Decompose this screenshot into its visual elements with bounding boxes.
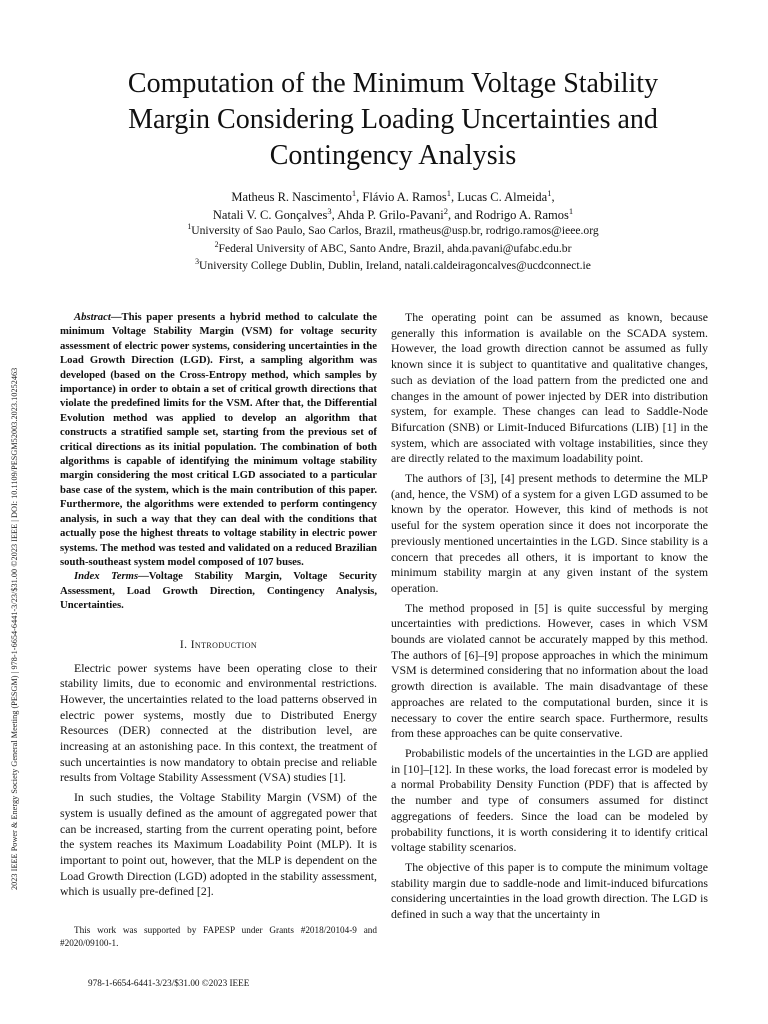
affiliation-text: University of Sao Paulo, Sao Carlos, Brazil, rmatheus@usp.br, rodrigo.ramos@ieee.org — [191, 224, 599, 237]
paper-title — [70, 66, 716, 174]
author-affiliation-mark: 1 — [568, 205, 574, 216]
abstract — [60, 310, 377, 569]
author-separator: , and — [448, 208, 476, 222]
affiliation-mark: 2 — [214, 239, 219, 249]
author-name: Rodrigo A. Ramos — [475, 208, 569, 222]
author-affiliation-mark: 3 — [327, 205, 332, 216]
affiliation-text: Federal University of ABC, Santo Andre, Brazil, ahda.pavani@ufabc.edu.br — [218, 241, 572, 255]
author-name: Flávio A. Ramos — [362, 190, 447, 204]
author-separator: , — [551, 190, 555, 204]
body-paragraph: The operating point can be assumed as known, because generally this information is available on the SCADA system. However, the load growth direction cannot be assumed as fully known since it is subject to quantitative and qualitative changes, such as deviation of the load pattern from the predicted one and changes in the amount of power injected by DER into distribution system, for example. These changes can lead to Saddle-Node Bifurcation (SNB) or Limit-Induced Bifurcations (LIB) [1] in the system, which are associated with voltage instabilities, since they are directly related to the maximum loadability point. — [391, 310, 708, 466]
body-paragraph: The authors of [3], [4] present methods to determine the MLP (and, hence, the VSM) of a system for a given LGD assumed to be known by the operator. However, this kind of methods is not useful for the system operation since it does not incorporate the previously mentioned uncertainties in the LGD. Since stability is a concern that precedes all others, it is important to know the minimum stability margin at any given instant of the system operation. — [391, 471, 708, 595]
body-paragraph: The method proposed in [5] is quite successful by merging uncertainties with predictions. However, cases in which VSM bounds are violated cannot be accurately mapped by this method. The authors of [6]–[9] propose approaches in which the minimum VSM is determined considering that no information about the load growth direction is available. The main disadvantage of these approaches are related to the computational burden, since it is necessary to cover the entire search space. Furthermore, results from these approaches can be quite conservative. — [391, 600, 708, 741]
abstract-lead: Abstract — [74, 311, 111, 323]
title-line: Computation of the Minimum Voltage Stability — [127, 68, 659, 99]
body-paragraph: Probabilistic models of the uncertainties in the LGD are applied in [10]–[12]. In these works, the load forecast error is modeled by a normal Probability Density Function (PDF) that is affected by the number and type of consumers assumed for distinct aggregations of feeders. Since the load can be modeled by probability functions, it is worth considering it to identify critical voltage stability scenarios. — [391, 745, 708, 855]
affiliation-text: University College Dublin, Dublin, Ireland, natali.caldeiragoncalves@ucdconnect.ie — [199, 259, 591, 272]
body-paragraph: The objective of this paper is to compute the minimum voltage stability margin due to saddle-node and limit-induced bifurcations considering uncertainties in the load growth direction. The LGD is defined in such a way that the uncertainty in — [391, 859, 708, 922]
section-title: Introduction — [190, 638, 258, 651]
author-affiliation-mark: 1 — [446, 187, 452, 198]
affiliation-list — [70, 222, 716, 275]
author-affiliation-mark: 1 — [351, 187, 357, 198]
index-terms-text: —Voltage Stability Margin, Voltage Security Assessment, Load Growth Direction, Contingency Analysis, Uncertainties. — [60, 570, 377, 612]
left-column — [60, 310, 377, 949]
side-citation-note: 2023 IEEE Power & Energy Society General Meeting (PESGM) | 978-1-6654-6441-3/23/$31.00 ©2023 IEEE | DOI: 10.1109/PESGM52003.2023.10252463 — [10, 367, 19, 890]
affiliation-line — [70, 257, 716, 275]
author-affiliation-mark: 2 — [443, 205, 448, 216]
section-heading — [60, 639, 377, 651]
title-line: Margin Considering Loading Uncertainties and — [128, 104, 658, 135]
affiliation-mark: 3 — [195, 257, 200, 267]
section-number: I. — [179, 638, 188, 651]
author-separator: , — [331, 208, 338, 222]
affiliation-mark: 1 — [187, 222, 192, 232]
author-name: Lucas C. Almeida — [457, 190, 548, 204]
index-terms — [60, 569, 377, 612]
title-line: Contingency Analysis — [269, 140, 517, 171]
affiliation-line — [70, 222, 716, 240]
copyright-footer: 978-1-6654-6441-3/23/$31.00 ©2023 IEEE — [88, 978, 250, 988]
right-column — [391, 310, 708, 927]
funding-footnote: This work was supported by FAPESP under Grants #2018/20104-9 and #2020/09100-1. — [60, 925, 377, 948]
author-name: Natali V. C. Gonçalves — [212, 208, 328, 222]
author-separator: , — [356, 190, 363, 204]
author-affiliation-mark: 1 — [547, 187, 552, 198]
abstract-text: —This paper presents a hybrid method to calculate the minimum Voltage Stability Margin (VSM) for voltage security assessment of electric power systems, considering uncertainties in the Load Growth Direction (LGD). First, a sampling algorithm was developed (based on the Cross-Entropy method, which samples by importance) in order to obtain a set of critical growth directions that violate the predefined limits for the VSM. After that, the Differential Evolution method was applied to develop an algorithm that constructs a stratified sample set, starting from the previous set of critical directions as its initial population. The combination of both algorithms is capable of identifying the minimum voltage stability margin considering the most critical LGD associated to a particular base case of the system, which is the main contribution of this paper. Furthermore, the algorithms were extended to perform contingency analysis, in such a way that they can deal with the conditions that actually pose the highest threats to voltage stability in electric power systems. The method was tested and validated on a reduced Brazilian south-southeast system model composed of 107 buses. — [60, 311, 377, 568]
author-list — [70, 188, 716, 224]
author-name: Ahda P. Grilo-Pavani — [337, 208, 444, 222]
body-paragraph: Electric power systems have been operating close to their stability limits, due to economic and environmental restrictions. However, the uncertainties related to the load patterns observed in electric power systems, mostly due to Distributed Energy Resources (DER) connected at the distribution level, are increasing at an astonishing pace. In this context, the treatment of such uncertainties is now mandatory to obtain precise and reliable results from Voltage Stability Assessment (VSA) studies [1]. — [60, 660, 377, 785]
author-separator: , — [451, 190, 458, 204]
index-terms-lead: Index Terms — [74, 570, 139, 583]
author-line — [70, 188, 716, 206]
author-name: Matheus R. Nascimento — [231, 190, 352, 204]
body-paragraph: In such studies, the Voltage Stability Margin (VSM) of the system is usually defined as the amount of aggregated power that can be increased, starting from the current operating point, before the system reaches its Maximum Loadability Point (MLP). It is important to point out, however, that the MLP is dependent on the Load Growth Direction (LGD) adopted in the stability assessment, which is usually pre-defined [2]. — [60, 790, 377, 899]
affiliation-line — [70, 240, 716, 258]
